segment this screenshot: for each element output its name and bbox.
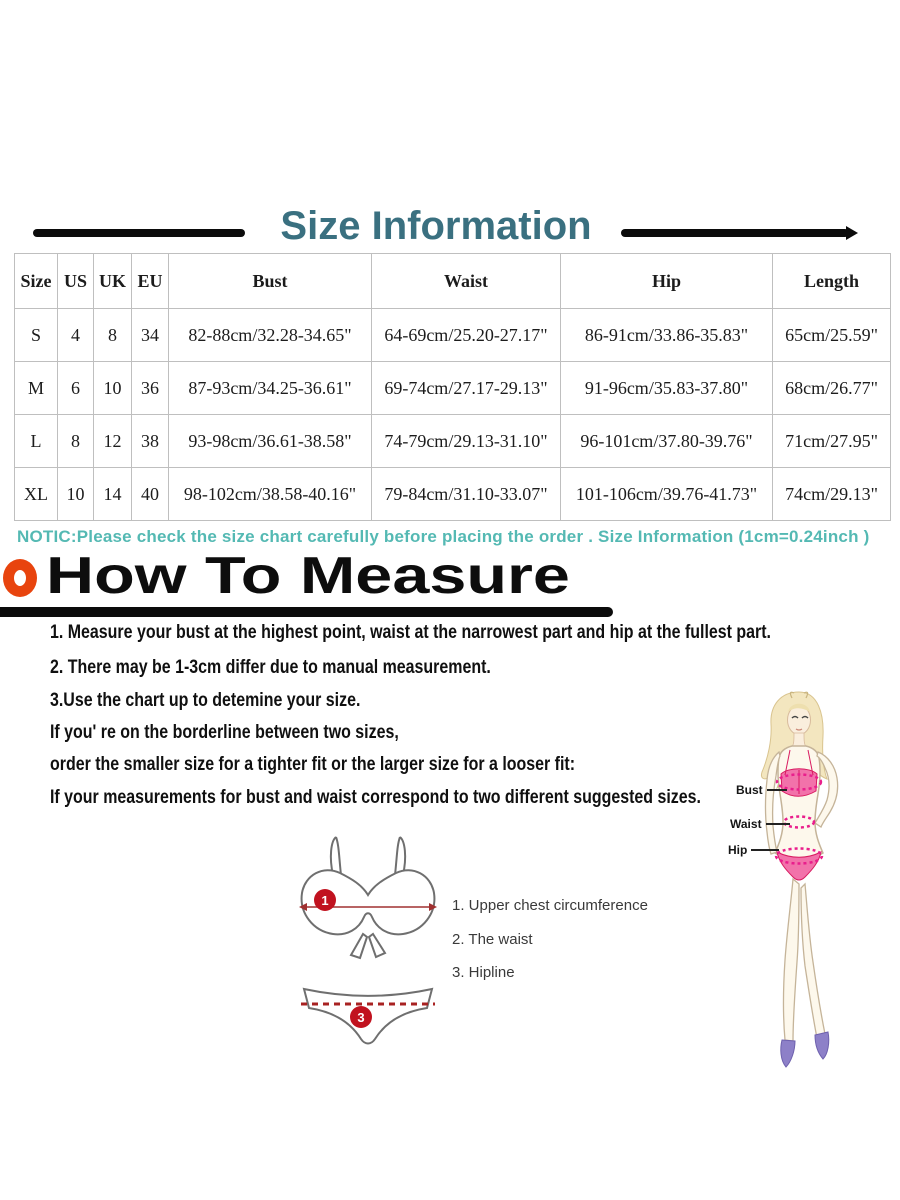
table-row-m xyxy=(15,362,891,415)
page-title: Size Information xyxy=(280,204,592,248)
cell: 101-106cm/39.76-41.73" xyxy=(561,468,773,521)
bra-bow xyxy=(369,934,385,957)
cell: 74-79cm/29.13-31.10" xyxy=(372,415,561,468)
diagram-label-chest: 1. Upper chest circumference xyxy=(452,897,648,914)
shoe-left xyxy=(781,1040,795,1067)
table-row-s xyxy=(15,309,891,362)
cell: 34 xyxy=(132,309,169,362)
cell: 6 xyxy=(58,362,94,415)
heading-underline xyxy=(0,607,613,617)
bra-strap-right xyxy=(395,837,400,875)
col-header-waist: Waist xyxy=(372,254,561,309)
col-header-us: US xyxy=(58,254,94,309)
cell: L xyxy=(15,415,58,468)
figure-label-waist xyxy=(730,817,790,831)
panty-diagram xyxy=(298,983,438,1073)
figure-label-hip xyxy=(728,843,779,857)
cell: 82-88cm/32.28-34.65" xyxy=(169,309,372,362)
col-header-hip: Hip xyxy=(561,254,773,309)
bra-bow xyxy=(351,934,367,958)
size-table xyxy=(14,253,891,521)
cell: 69-74cm/27.17-29.13" xyxy=(372,362,561,415)
cell: 4 xyxy=(58,309,94,362)
figure-label-text: Bust xyxy=(736,783,763,797)
instruction-line: order the smaller size for a tighter fit or the larger size for a looser fit: xyxy=(50,754,576,775)
cell: 91-96cm/35.83-37.80" xyxy=(561,362,773,415)
cell: 79-84cm/31.10-33.07" xyxy=(372,468,561,521)
title-divider-left xyxy=(33,229,245,237)
cell: 98-102cm/38.58-40.16" xyxy=(169,468,372,521)
cell: 12 xyxy=(94,415,132,468)
figure-label-text: Hip xyxy=(728,843,748,857)
torso xyxy=(775,746,823,859)
cell: XL xyxy=(15,468,58,521)
instruction-line: 3.Use the chart up to detemine your size. xyxy=(50,690,361,711)
cell: 93-98cm/36.61-38.58" xyxy=(169,415,372,468)
instruction-line: If your measurements for bust and waist correspond to two different suggested sizes. xyxy=(50,787,701,808)
col-header-length: Length xyxy=(773,254,891,309)
neck xyxy=(792,733,806,747)
figure-label-text: Waist xyxy=(730,817,762,831)
size-notice: NOTIC:Please check the size chart carefully before placing the order . Size Information (1cm=0.24inch ) xyxy=(17,527,870,546)
table-row-xl xyxy=(15,468,891,521)
cell: 40 xyxy=(132,468,169,521)
leg-right xyxy=(801,884,825,1038)
cell: 10 xyxy=(94,362,132,415)
table-header-row xyxy=(15,254,891,309)
col-header-bust: Bust xyxy=(169,254,372,309)
bra-diagram xyxy=(293,833,443,963)
bra-strap-right xyxy=(400,837,405,875)
how-to-measure-heading: How To Measure xyxy=(46,547,570,605)
col-header-size: Size xyxy=(15,254,58,309)
cell: 87-93cm/34.25-36.61" xyxy=(169,362,372,415)
cell: 8 xyxy=(58,415,94,468)
badge-number: 1 xyxy=(321,893,329,908)
cell: 86-91cm/33.86-35.83" xyxy=(561,309,773,362)
bra-strap-left xyxy=(336,837,341,875)
cell: 64-69cm/25.20-27.17" xyxy=(372,309,561,362)
col-header-uk: UK xyxy=(94,254,132,309)
col-header-eu: EU xyxy=(132,254,169,309)
cell: M xyxy=(15,362,58,415)
instruction-line: 1. Measure your bust at the highest point, waist at the narrowest part and hip at the fullest part. xyxy=(50,622,771,643)
leg-left xyxy=(784,879,800,1041)
badge-number: 3 xyxy=(357,1010,365,1025)
cell: 36 xyxy=(132,362,169,415)
cell: 96-101cm/37.80-39.76" xyxy=(561,415,773,468)
figure-label-bust xyxy=(736,783,787,797)
cell: 74cm/29.13" xyxy=(773,468,891,521)
instruction-line: If you' re on the borderline between two sizes, xyxy=(50,722,399,743)
cell: 71cm/27.95" xyxy=(773,415,891,468)
cell: 68cm/26.77" xyxy=(773,362,891,415)
ring-bullet-icon xyxy=(3,559,37,597)
diagram-label-hipline: 3. Hipline xyxy=(452,964,515,981)
cell: 38 xyxy=(132,415,169,468)
instruction-line: 2. There may be 1-3cm differ due to manual measurement. xyxy=(50,657,491,678)
title-divider-arrow xyxy=(621,229,849,237)
cell: S xyxy=(15,309,58,362)
cell: 10 xyxy=(58,468,94,521)
diagram-label-waist: 2. The waist xyxy=(452,931,533,948)
cell: 14 xyxy=(94,468,132,521)
table-row-l xyxy=(15,415,891,468)
woman-figure-illustration xyxy=(722,688,882,1088)
shoe-right xyxy=(815,1032,829,1059)
cell: 8 xyxy=(94,309,132,362)
cell: 65cm/25.59" xyxy=(773,309,891,362)
bra-strap-left xyxy=(331,837,336,875)
